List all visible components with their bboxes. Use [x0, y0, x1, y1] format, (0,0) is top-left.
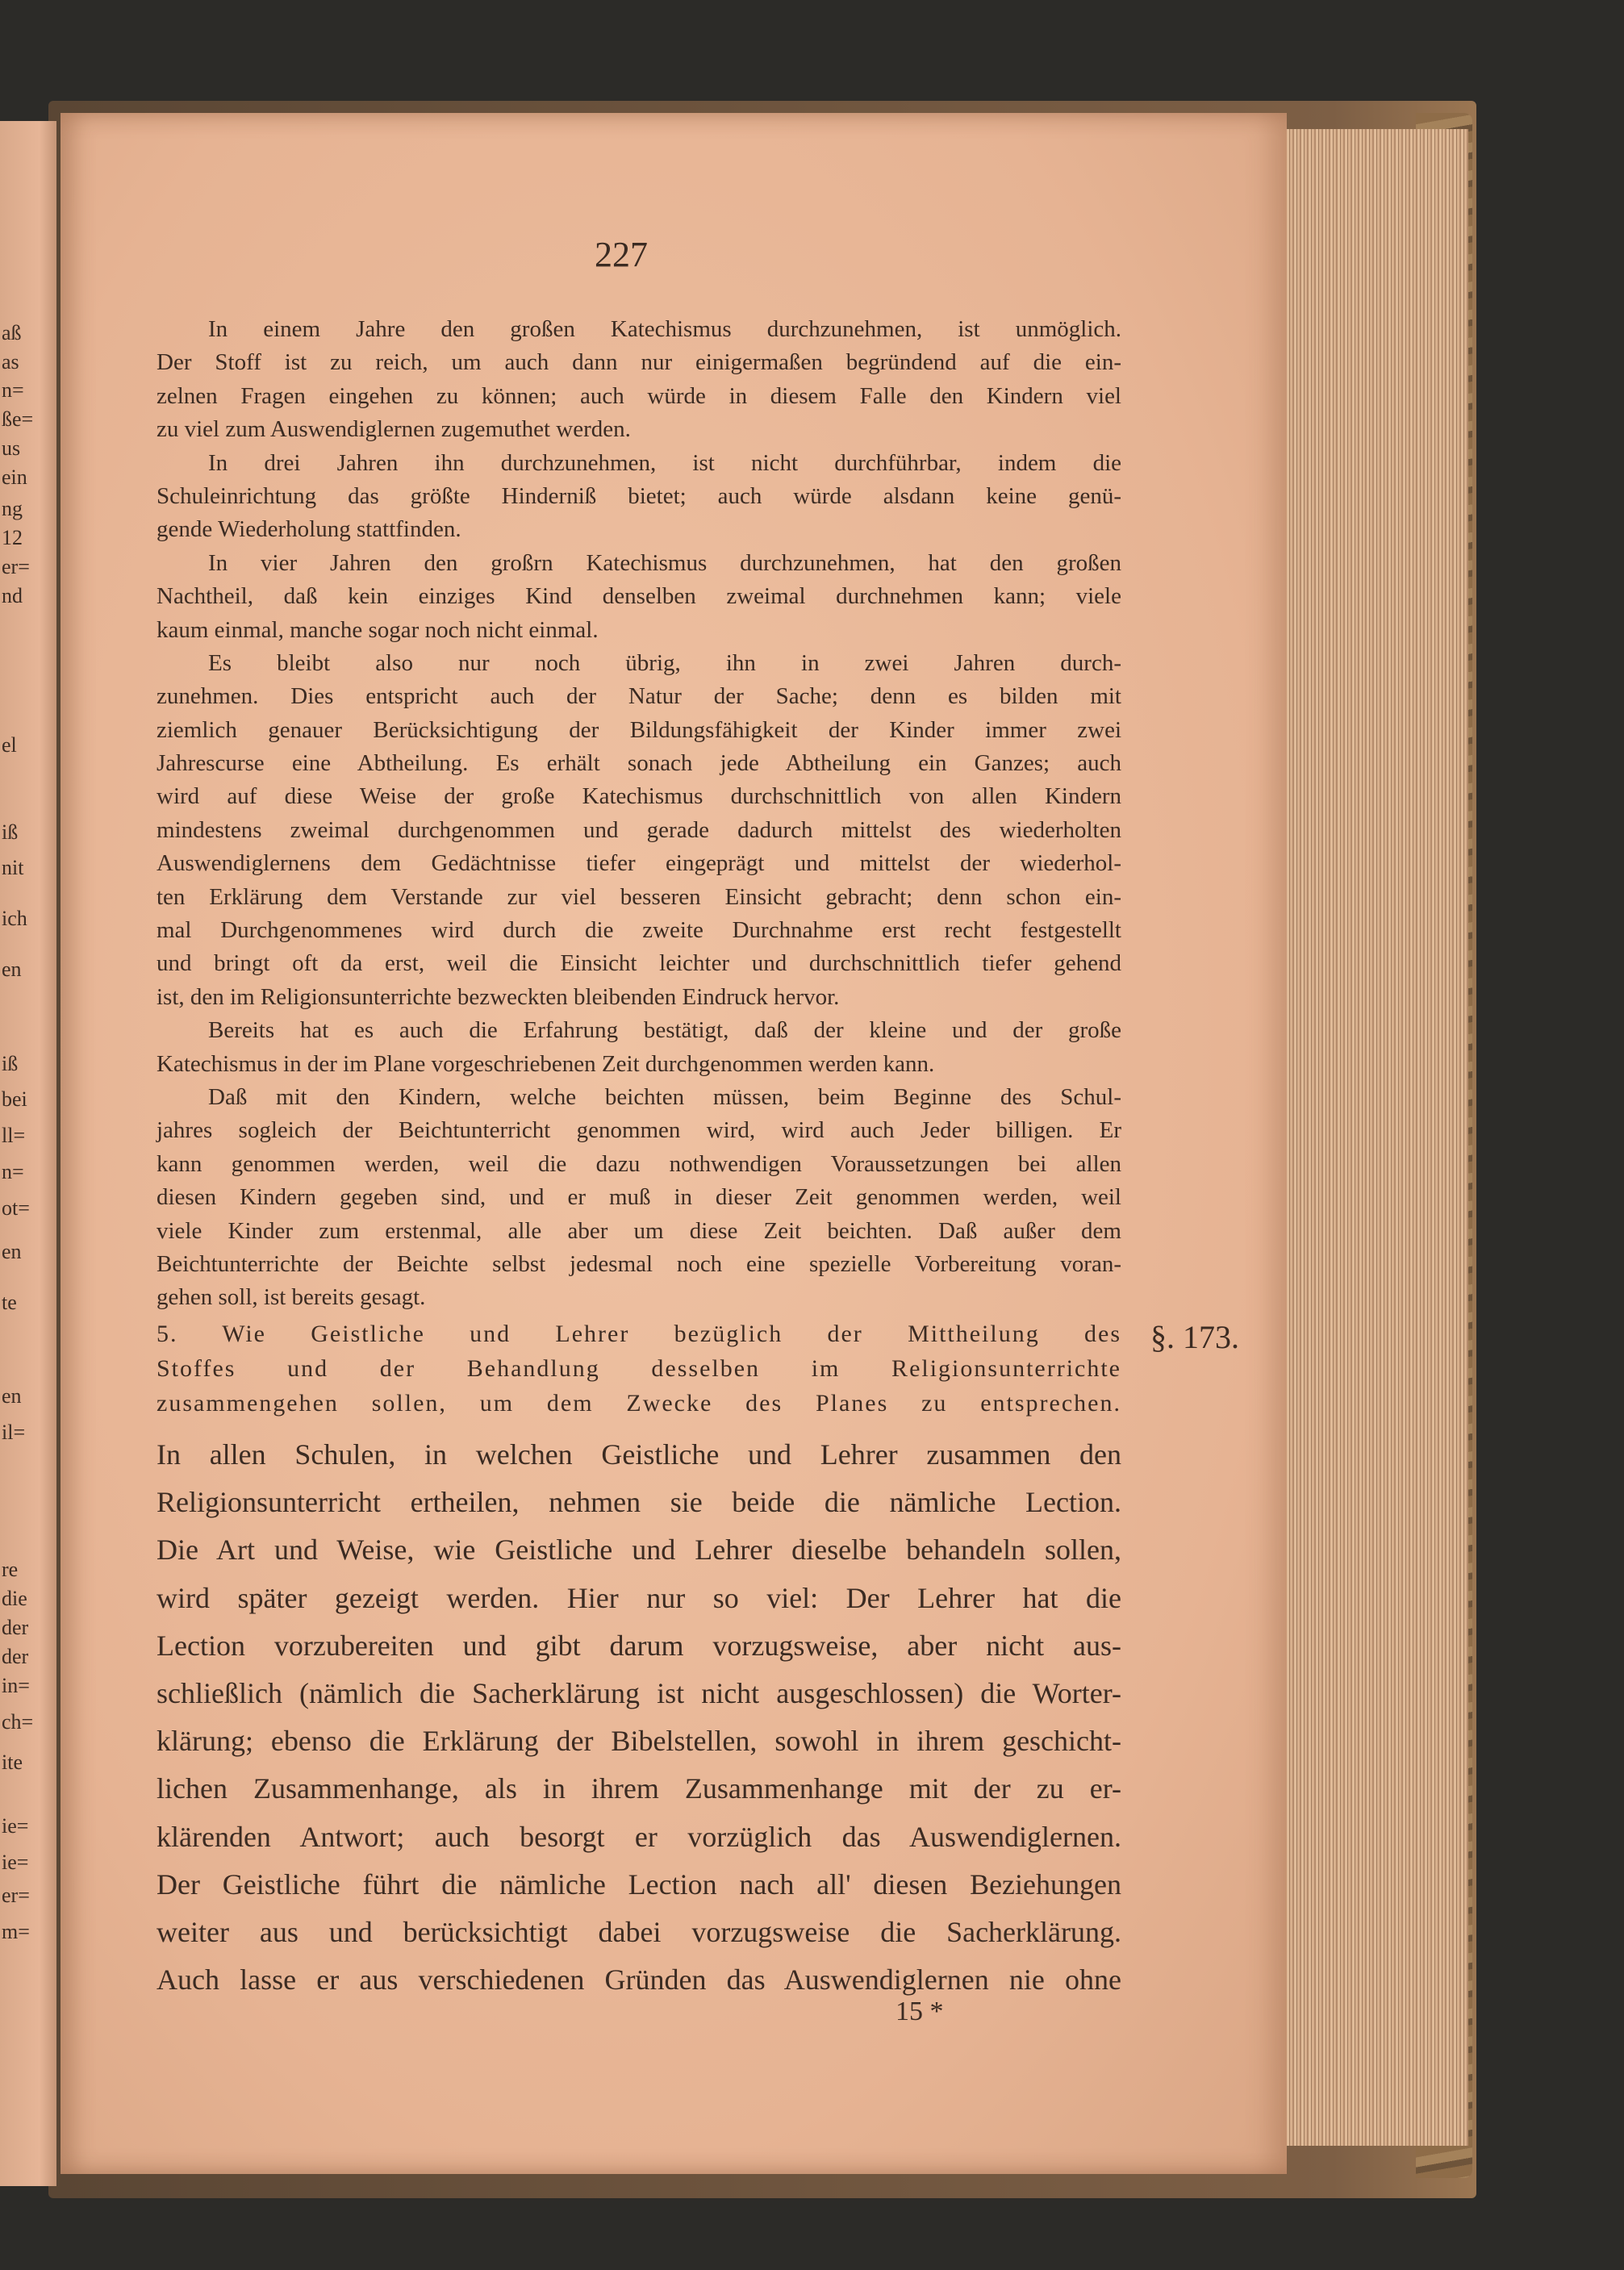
- paragraph: [157, 1431, 1121, 2004]
- text-line: Religionsunterricht ertheilen, nehmen sie beide die nämliche Lection.: [157, 1486, 1121, 1519]
- left-page-fragment: iß: [2, 1051, 19, 1075]
- text-line: wird auf diese Weise der große Katechismus durchschnittlich von allen Kindern: [157, 783, 1121, 810]
- left-page-fragment: en: [2, 1384, 22, 1408]
- left-page-fragment: il=: [2, 1421, 26, 1445]
- left-page-fragment: ll=: [2, 1124, 26, 1148]
- left-page-fragment: der: [2, 1616, 29, 1640]
- paragraph: [157, 647, 1121, 1014]
- text-line: Die Art und Weise, wie Geistliche und Lehrer dieselbe behandeln sollen,: [157, 1534, 1121, 1567]
- paragraph: [157, 313, 1121, 447]
- left-page-fragment: aß: [2, 320, 22, 344]
- text-line: kann genommen werden, weil die dazu nothwendigen Voraussetzungen bei allen: [157, 1150, 1121, 1177]
- text-line: Daß mit den Kindern, welche beichten müssen, beim Beginne des Schul-: [208, 1083, 1121, 1110]
- text-line: Stoffes und der Behandlung desselben im Religionsunterrichte: [157, 1355, 1121, 1382]
- text-line: zelnen Fragen eingehen zu können; auch würde in diesem Falle den Kindern viel: [157, 382, 1121, 409]
- section-heading: [157, 1317, 1121, 1421]
- body-text-small: [157, 313, 1121, 1315]
- left-page-fragment: er=: [2, 555, 30, 579]
- text-line: Bereits hat es auch die Erfahrung bestätigt, daß der kleine und der große: [208, 1017, 1121, 1044]
- left-page-fragment: en: [2, 957, 22, 981]
- left-page-fragment: ch=: [2, 1709, 34, 1734]
- body-text-large: [157, 1431, 1121, 2004]
- text-line: weiter aus und berücksichtigt dabei vorzugsweise die Sacherklärung.: [157, 1915, 1121, 1948]
- text-line: kaum einmal, manche sogar noch nicht einmal.: [157, 616, 599, 643]
- text-line: Es bleibt also nur noch übrig, ihn in zwei Jahren durch-: [208, 649, 1121, 676]
- text-line: zunehmen. Dies entspricht auch der Natur der Sache; denn es bilden mit: [157, 683, 1121, 710]
- text-line: und bringt oft da erst, weil die Einsicht leichter und durchschnittlich tiefer gehend: [157, 950, 1121, 977]
- page-edges: [1283, 129, 1468, 2146]
- left-page-fragment: 12: [2, 526, 23, 550]
- text-line: mindestens zweimal durchgenommen und gerade dadurch mittelst des wiederholten: [157, 816, 1121, 843]
- text-line: ist, den im Religionsunterrichte bezweckten bleibenden Eindruck hervor.: [157, 983, 840, 1010]
- left-page-fragment: re: [2, 1558, 19, 1582]
- text-line: Lection vorzubereiten und gibt darum vorzugsweise, aber nicht aus-: [157, 1629, 1121, 1662]
- text-line: gehen soll, ist bereits gesagt.: [157, 1284, 426, 1311]
- text-line: In vier Jahren den großrn Katechismus durchzunehmen, hat den großen: [208, 549, 1121, 576]
- left-page-fragment: iß: [2, 820, 19, 844]
- text-line: Beichtunterrichte der Beichte selbst jedesmal noch eine spezielle Vorbereitung voran-: [157, 1250, 1121, 1277]
- paragraph: [157, 447, 1121, 547]
- text-line: ten Erklärung dem Verstande zur viel besseren Einsicht gebracht; denn schon ein-: [157, 883, 1121, 910]
- text-line: In allen Schulen, in welchen Geistliche und Lehrer zusammen den: [157, 1438, 1121, 1471]
- text-line: ziemlich genauer Berücksichtigung der Bildungsfähigkeit der Kinder immer zwei: [157, 716, 1121, 743]
- text-line: mal Durchgenommenes wird durch die zweite Durchnahme erst recht festgestellt: [157, 917, 1121, 944]
- left-page-fragment: el: [2, 732, 17, 757]
- paragraph-mark: §. 173.: [1150, 1319, 1239, 1355]
- left-page-fragment: ie=: [2, 1850, 29, 1874]
- left-page-fragment: in=: [2, 1674, 30, 1697]
- text-line: Schuleinrichtung das größte Hinderniß bietet; auch würde alsdann keine genü-: [157, 482, 1121, 509]
- left-page-fragment: die: [2, 1587, 27, 1611]
- text-line: wird später gezeigt werden. Hier nur so viel: Der Lehrer hat die: [157, 1581, 1121, 1614]
- left-page-fragment: nd: [2, 584, 23, 608]
- text-line: zu viel zum Auswendiglernen zugemuthet werden.: [157, 416, 631, 443]
- left-page-fragment: er=: [2, 1884, 30, 1908]
- left-page-fragment: n=: [2, 378, 24, 403]
- left-page-fragment: ße=: [2, 407, 34, 432]
- text-line: Der Geistliche führt die nämliche Lection nach all' diesen Beziehungen: [157, 1867, 1121, 1901]
- left-page-fragment: n=: [2, 1160, 24, 1184]
- left-page-fragment: ich: [2, 907, 27, 931]
- left-page-fragment: ng: [2, 497, 23, 521]
- text-line: gende Wiederholung stattfinden.: [157, 516, 461, 543]
- text-line: Katechismus in der im Plane vorgeschriebenen Zeit durchgenommen werden kann.: [157, 1050, 935, 1077]
- left-page-fragment: bei: [2, 1087, 27, 1112]
- text-line: 5. Wie Geistliche und Lehrer bezüglich der Mittheilung des: [157, 1321, 1121, 1347]
- text-line: Auswendiglernens dem Gedächtnisse tiefer eingeprägt und mittelst der wiederhol-: [157, 850, 1121, 877]
- text-line: lichen Zusammenhange, als in ihrem Zusammenhange mit der zu er-: [157, 1772, 1121, 1805]
- page-number: 227: [595, 235, 648, 274]
- left-page-fragment: ie=: [2, 1814, 29, 1838]
- left-page-fragment: ein: [2, 465, 27, 490]
- left-page-fragment: en: [2, 1239, 22, 1263]
- text-line: Auch lasse er aus verschiedenen Gründen das Auswendiglernen nie ohne: [157, 1963, 1121, 1997]
- text-line: viele Kinder zum erstenmal, alle aber um diese Zeit beichten. Daß außer dem: [157, 1217, 1121, 1244]
- left-page-fragment: m=: [2, 1919, 30, 1943]
- left-page-fragment: nit: [2, 856, 24, 880]
- text-line: In einem Jahre den großen Katechismus durchzunehmen, ist unmöglich.: [208, 316, 1121, 342]
- text-line: schließlich (nämlich die Sacherklärung ist nicht ausgeschlossen) die Worter-: [157, 1676, 1121, 1709]
- left-page-fragment: ot=: [2, 1196, 30, 1220]
- left-page-fragment: us: [2, 436, 21, 461]
- text-line: Der Stoff ist zu reich, um auch dann nur einigermaßen begründend auf die ein-: [157, 349, 1121, 376]
- left-page-fragment: der: [2, 1645, 29, 1669]
- text-line: klärenden Antwort; auch besorgt er vorzüglich das Auswendiglernen.: [157, 1820, 1121, 1853]
- text-line: zusammengehen sollen, um dem Zwecke des Planes zu entsprechen.: [157, 1390, 1121, 1417]
- signature-mark: 15 *: [895, 1997, 944, 2026]
- text-line: Jahrescurse eine Abtheilung. Es erhält sonach jede Abtheilung ein Ganzes; auch: [157, 750, 1121, 777]
- text-line: diesen Kindern gegeben sind, und er muß in dieser Zeit genommen werden, weil: [157, 1184, 1121, 1211]
- text-line: In drei Jahren ihn durchzunehmen, ist nicht durchführbar, indem die: [208, 449, 1121, 476]
- text-line: klärung; ebenso die Erklärung der Bibelstellen, sowohl in ihrem geschicht-: [157, 1725, 1121, 1758]
- left-page-fragment: as: [2, 349, 19, 373]
- text-line: Nachtheil, daß kein einziges Kind denselben zweimal durchnehmen kann; viele: [157, 583, 1121, 610]
- left-page-fragment: te: [2, 1290, 17, 1314]
- paragraph: [157, 1081, 1121, 1315]
- left-page-fragment: ite: [2, 1750, 23, 1775]
- text-line: jahres sogleich der Beichtunterricht genommen wird, wird auch Jeder billigen. Er: [157, 1117, 1121, 1144]
- paragraph: [157, 1014, 1121, 1081]
- paragraph: [157, 547, 1121, 647]
